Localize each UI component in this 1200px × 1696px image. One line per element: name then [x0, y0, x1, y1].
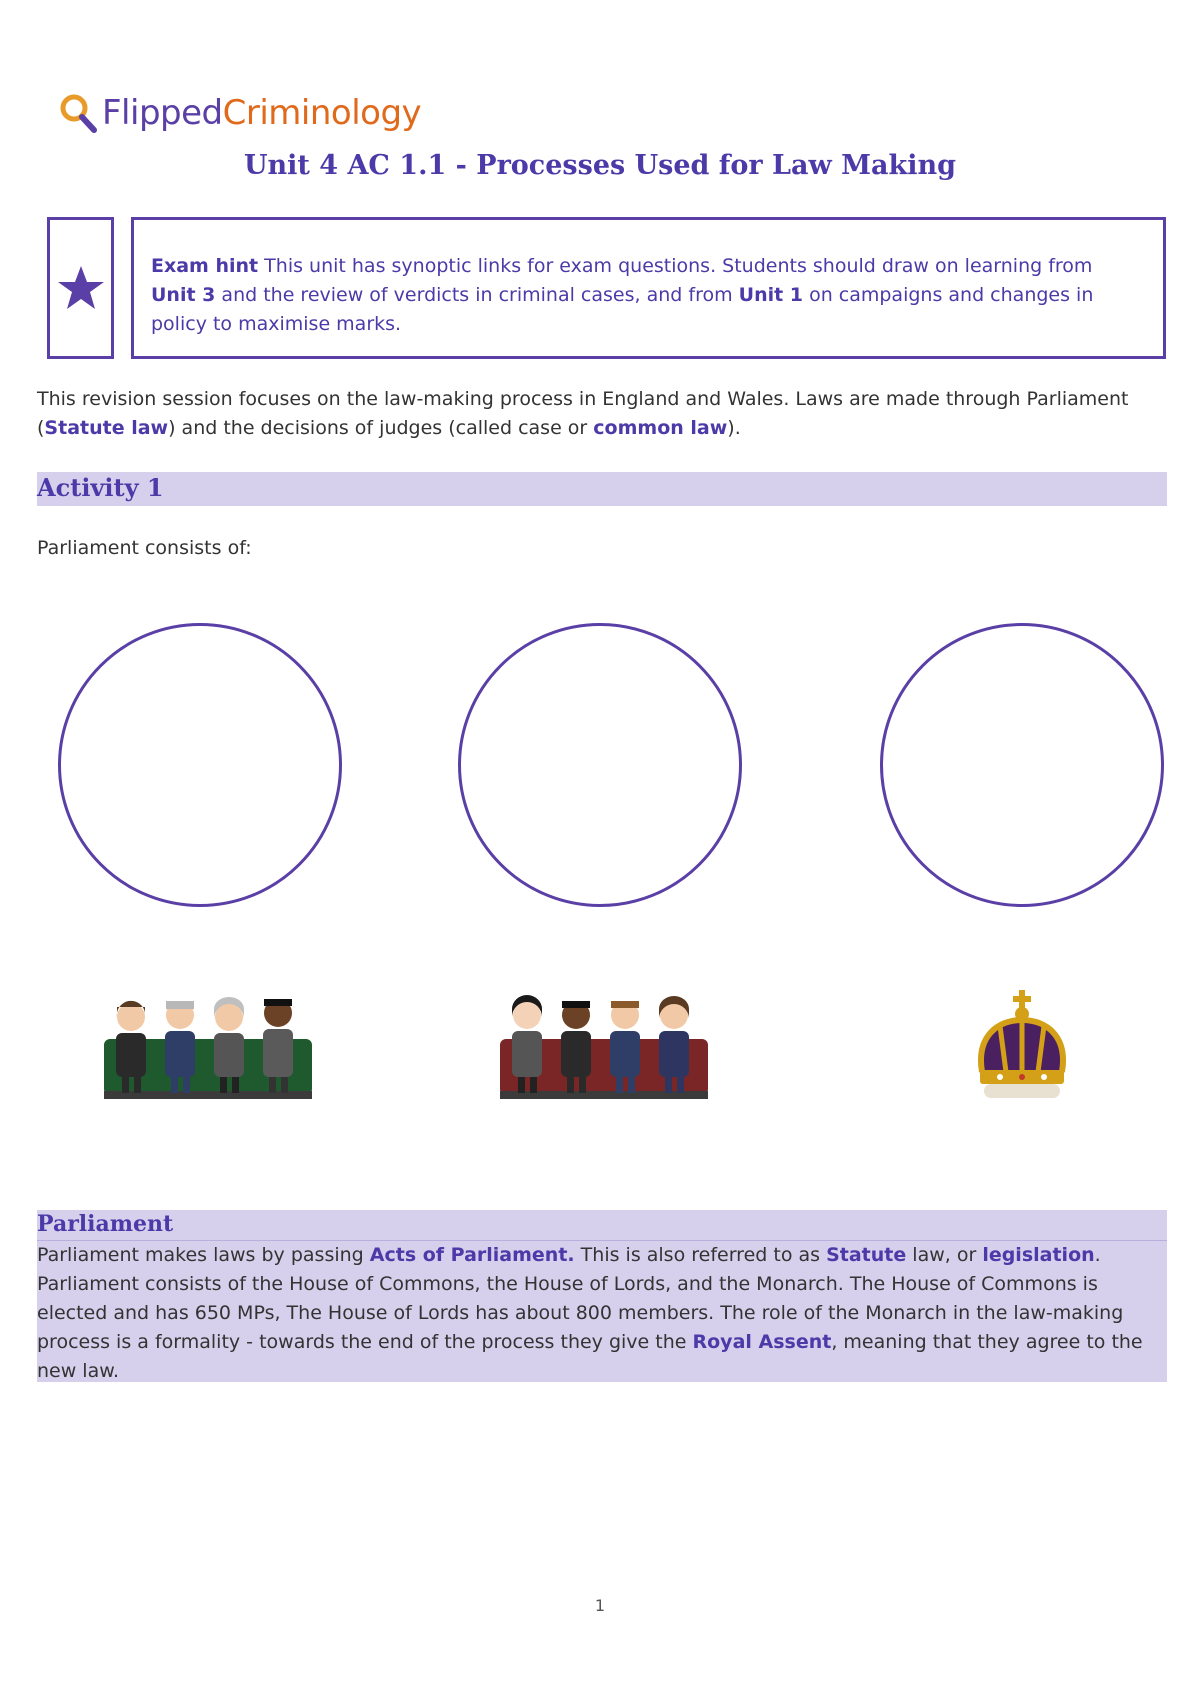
common-law-term: common law	[593, 417, 728, 439]
logo	[58, 88, 421, 138]
activity-band	[37, 472, 1167, 506]
intro-paragraph: This revision session focuses on the law-making process in England and Wales. Laws are made through Parliament (Statute law) and the decisions of judges (called case or common law).	[37, 388, 1129, 439]
logo-text: FlippedCriminology	[102, 93, 422, 133]
acts-of-parliament-term: Acts of Parliament.	[369, 1244, 575, 1266]
answer-circle-3[interactable]	[880, 623, 1164, 907]
house-of-lords-benches-icon	[500, 995, 708, 1101]
star-icon	[56, 263, 106, 313]
legislation-term: legislation	[982, 1244, 1095, 1266]
page-number: 1	[594, 1596, 606, 1615]
star-box	[47, 217, 114, 359]
statute-law-term: Statute law	[44, 417, 169, 439]
royal-assent-term: Royal Assent	[692, 1331, 832, 1353]
answer-circle-2[interactable]	[458, 623, 742, 907]
unit3-ref: Unit 3	[151, 284, 216, 306]
activity-title: Activity 1	[37, 473, 164, 502]
crown-icon	[970, 990, 1074, 1104]
magnifier-icon	[58, 92, 98, 134]
parliament-text: Parliament makes laws by passing Acts of Parliament. This is also referred to as Statute law, or legislation. Parliament consists of the House of Commons, the House of Lords, and the Monarch. The House of Commons is elected and has 650 MPs, The House of Lords has about 800 members. The role of the Monarch in the law-making process is a formality - towards the end of the process they give the Royal Assent, meaning that they agree to the new law.	[37, 1244, 1143, 1382]
parliament-title: Parliament	[37, 1211, 174, 1237]
unit1-ref: Unit 1	[738, 284, 804, 306]
page-title: Unit 4 AC 1.1 - Processes Used for Law Making	[243, 150, 957, 181]
exam-hint-box: Exam hint This unit has synoptic links for exam questions. Students should draw on learning from Unit 3 and the review of verdicts in criminal cases, and from Unit 1 on campaigns and changes in policy to maximise marks.	[131, 217, 1166, 359]
house-of-commons-benches-icon	[104, 995, 312, 1101]
activity-prompt: Parliament consists of:	[37, 537, 252, 559]
exam-hint-label: Exam hint	[151, 255, 259, 277]
statute-term: Statute	[826, 1244, 907, 1266]
answer-circle-1[interactable]	[58, 623, 342, 907]
